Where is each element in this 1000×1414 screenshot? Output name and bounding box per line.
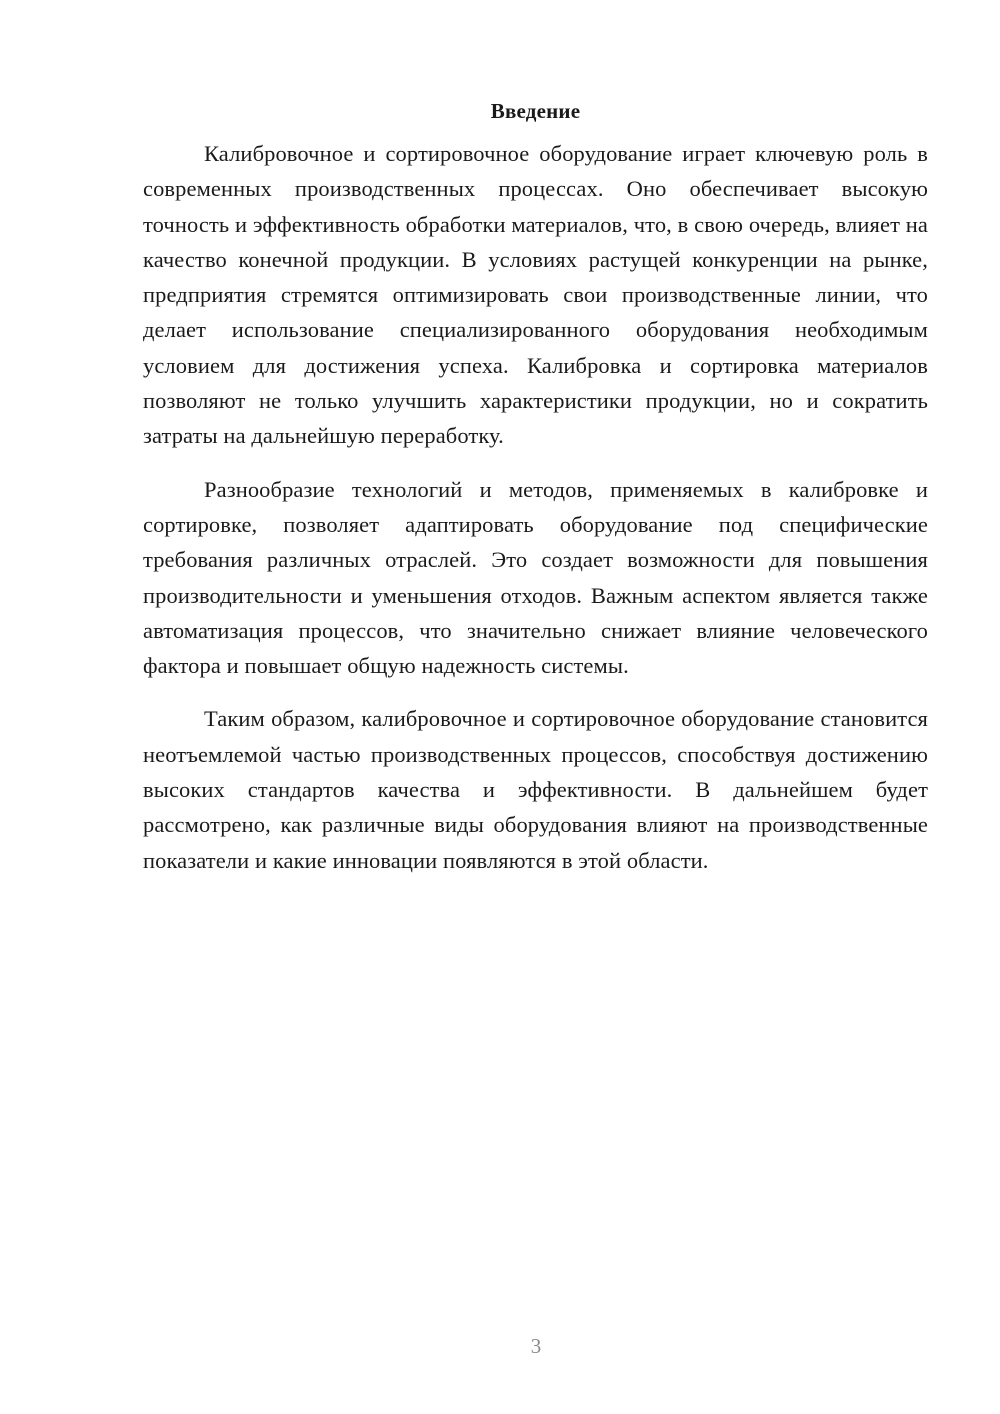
section-heading: Введение: [490, 99, 581, 123]
paragraph-2: Разнообразие технологий и методов, применяемых в калибровке и сортировке, позволяет адаптировать оборудование под специфические требования различных отраслей. Это создает возможности для повышения производительности и уменьшения отходов. Важным аспектом является также автоматизация процессов, что значительно снижает влияние человеческого фактора и повышает общую надежность системы.: [143, 476, 928, 679]
paragraph-1: Калибровочное и сортировочное оборудование играет ключевую роль в современных производственных процессах. Оно обеспечивает высокую точность и эффективность обработки материалов, что, в свою очередь, влияет на качество конечной продукции. В условиях растущей конкуренции на рынке, предприятия стремятся оптимизировать свои производственные линии, что делает использование специализированного оборудования необходимым условием для достижения успеха. Калибровка и сортировка материалов позволяют не только улучшить характеристики продукции, но и сократить затраты на дальнейшую переработку.: [143, 141, 928, 449]
page-number: 3: [530, 1334, 542, 1358]
page-content: [143, 96, 928, 896]
paragraph-3: Таким образом, калибровочное и сортировочное оборудование становится неотъемлемой частью производственных процессов, способствуя достижению высоких стандартов качества и эффективности. В дальнейшем будет рассмотрено, как различные виды оборудования влияют на производственные показатели и какие инновации появляются в этой области.: [143, 706, 928, 873]
